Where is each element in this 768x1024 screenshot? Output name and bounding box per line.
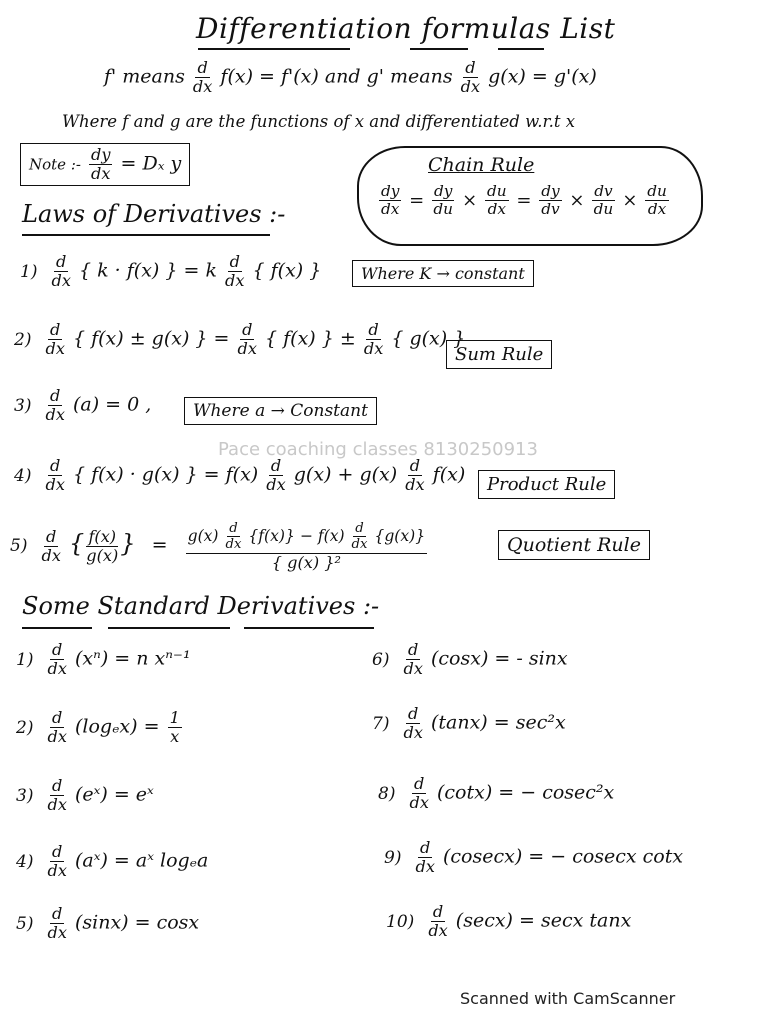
note-prefix: Note :- <box>29 155 81 174</box>
standard-derivative-4: 4) $\frac{d}{dx}$ (aˣ) = aˣ logₑa <box>16 842 209 881</box>
chain-rule-title: Chain Rule <box>428 154 535 176</box>
intro-text: g(x) = g'(x) <box>488 65 597 88</box>
laws-heading: Laws of Derivatives :- <box>22 200 286 228</box>
standard-derivative-5: 5) $\frac{d}{dx}$ (sinx) = cosx <box>16 904 200 943</box>
law-3: 3) $\frac{d}{dx}$ (a) = 0 , <box>14 386 152 425</box>
quotient-rule-rhs: g(x) $\frac{d}{dx}$ {f(x)} − f(x) $\frac{d}{dx}$ {g(x)} { g(x) }² <box>187 521 426 572</box>
standard-derivative-7: 7) $\frac{d}{dx}$ (tanx) = sec²x <box>372 704 566 743</box>
standard-derivative-6: 6) $\frac{d}{dx}$ (cosx) = - sinx <box>372 640 568 679</box>
intro-text: f(x) = f'(x) and g' means <box>220 65 453 88</box>
quotient-fraction: $\frac{f(x)}{g(x)}$ <box>86 526 119 565</box>
law-1-note-box: Where K → constant <box>352 260 534 287</box>
camscanner-footer: Scanned with CamScanner <box>460 989 676 1008</box>
quotient-rule-box: Quotient Rule <box>498 530 650 560</box>
heading-underline <box>22 234 270 236</box>
law-5: 5) $\frac{d}{dx}$ { $\frac{f(x)}{g(x)}$ } = g(x) $\frac{d}{dx}$ {f(x)} − f(x) $\frac{d}{dx}$ {g(x)} { g(x) }² <box>10 521 426 572</box>
dy-dx-fraction: $\frac{dy}{dx}$ <box>91 145 111 184</box>
law-2: 2) $\frac{d}{dx}$ { f(x) ± g(x) } = $\frac{d}{dx}$ { f(x) } ± $\frac{d}{dx}$ { g(x) } <box>14 320 466 359</box>
note-box <box>20 143 190 186</box>
derivative-operator: $\frac{d}{dx}$ <box>460 58 481 97</box>
standard-derivative-2: 2) $\frac{d}{dx}$ (logₑx) = $\frac{1}{x}$ <box>16 708 180 747</box>
intro-line-2: Where f and g are the functions of x and differentiated w.r.t x <box>62 112 575 131</box>
standard-derivative-9: 9) $\frac{d}{dx}$ (cosecx) = − cosecx cotx <box>384 838 684 877</box>
title-underline <box>198 48 350 50</box>
title-underline <box>498 48 544 50</box>
page-title: Differentiation formulas List <box>196 12 616 45</box>
standard-derivative-3: 3) $\frac{d}{dx}$ (eˣ) = eˣ <box>16 776 154 815</box>
law-3-note-box: Where a → Constant <box>184 397 377 425</box>
intro-text: f' means <box>104 65 185 88</box>
law-4: 4) $\frac{d}{dx}$ { f(x) · g(x) } = f(x) $\frac{d}{dx}$ g(x) + g(x) $\frac{d}{dx}$ f(x) <box>14 456 466 495</box>
title-underline <box>410 48 468 50</box>
sum-rule-box: Sum Rule <box>446 340 552 369</box>
heading-underline <box>22 627 92 629</box>
heading-underline <box>244 627 374 629</box>
law-1: 1) $\frac{d}{dx}$ { k · f(x) } = k $\frac{d}{dx}$ { f(x) } <box>20 252 322 291</box>
note-rhs: = Dₓ y <box>120 152 182 175</box>
watermark: Pace coaching classes 8130250913 <box>218 439 538 460</box>
standard-derivative-10: 10) $\frac{d}{dx}$ (secx) = secx tanx <box>386 902 632 941</box>
standard-derivative-1: 1) $\frac{d}{dx}$ (xⁿ) = n xⁿ⁻¹ <box>16 640 191 679</box>
derivative-operator: $\frac{d}{dx}$ <box>192 58 213 97</box>
standard-derivatives-heading: Some Standard Derivatives :- <box>22 592 380 620</box>
standard-derivative-8: 8) $\frac{d}{dx}$ (cotx) = − cosec²x <box>378 774 615 813</box>
intro-line-1 <box>104 60 597 95</box>
heading-underline <box>108 627 230 629</box>
chain-rule-formula: $\frac{dy}{dx}$ = $\frac{dy}{du}$ × $\frac{du}{dx}$ = $\frac{dy}{dv}$ × $\frac{dv}{du}$ × $\frac{du}{dx}$ <box>381 182 667 219</box>
product-rule-box: Product Rule <box>478 470 615 499</box>
